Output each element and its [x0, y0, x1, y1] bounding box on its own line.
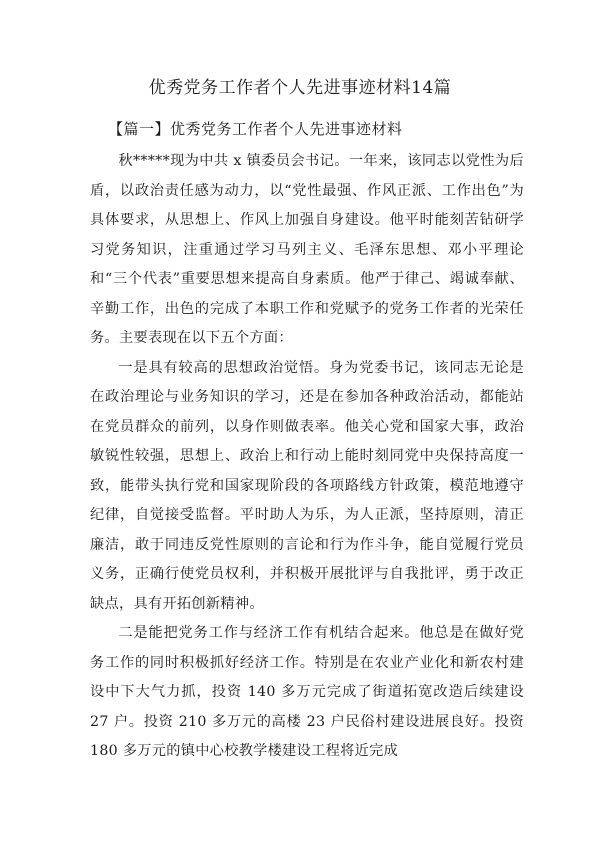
document-body: [90, 147, 524, 767]
paragraph-political-awareness: 一是具有较高的思想政治觉悟。身为党委书记，该同志无论是在政治理论与业务知识的学习，还是在参加各种政治活动，都能站在党员群众的前列，以身作则做表率。他关心党和国家大事，政治敏锐性较强，思想上、政治上和行动上能时刻同党中央保持高度一致，能带头执行党和国家现阶段的各项路线方针政策，模范地遵守纪律，自觉接受监督。平时助人为乐，为人正派，坚持原则，清正廉洁，敢于同违反党性原则的言论和行为作斗争，能自觉履行党员义务，正确行使党员权利，并积极开展批评与自我批评，勇于改正缺点，具有开拓创新精神。: [90, 359, 524, 612]
section-heading: 【篇一】优秀党务工作者个人先进事迹材料: [108, 120, 403, 138]
paragraph-economic-work: 二是能把党务工作与经济工作有机结合起来。他总是在做好党务工作的同时积极抓好经济工作。特别是在农业产业化和新农村建设中下大气力抓，投资 140 多万元完成了街道拓宽改造后续建设 27 户。投资 210 多万元的高楼 23 户民俗村建设进展良好。投资 180 多万元的镇中心校教学楼建设工程将近完成: [90, 625, 524, 759]
paragraph-intro: 秋*****现为中共 x 镇委员会书记。一年来，该同志以党性为后盾，以政治责任感为动力，以“党性最强、作风正派、工作出色”为具体要求，从思想上、作风上加强自身建设。他平时能刻苦钻研学习党务知识，注重通过学习马列主义、毛泽东思想、邓小平理论和“三个代表”重要思想来提高自身素质。他严于律己、竭诚奉献、辛勤工作，出色的完成了本职工作和党赋予的党务工作者的光荣任务。主要表现在以下五个方面：: [90, 153, 524, 346]
document-title: 优秀党务工作者个人先进事迹材料14篇: [148, 78, 452, 98]
